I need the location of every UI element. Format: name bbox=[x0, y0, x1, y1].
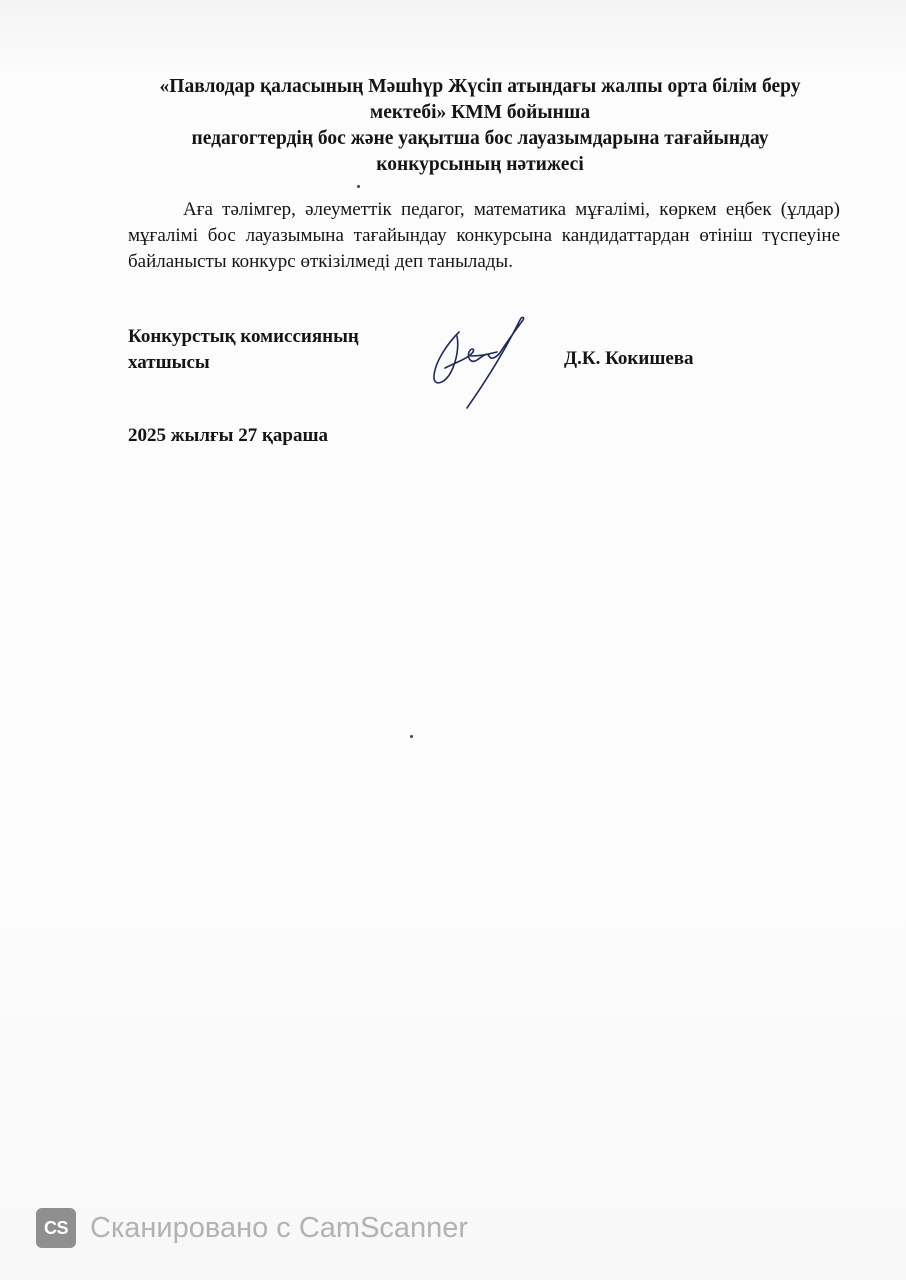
signatory-role-line: Конкурстық комиссияның bbox=[128, 326, 359, 347]
signatory-name: Д.К. Кокишева bbox=[564, 348, 694, 369]
camscanner-logo-text: CS bbox=[43, 1217, 68, 1238]
title-line: конкурсының нәтижесі bbox=[376, 154, 584, 175]
camscanner-watermark bbox=[36, 1206, 468, 1250]
signatory-role-line: хатшысы bbox=[128, 352, 210, 373]
document-title bbox=[120, 74, 840, 178]
scan-speck bbox=[357, 185, 360, 188]
camscanner-watermark-text: Сканировано с CamScanner bbox=[90, 1211, 469, 1244]
scan-speck bbox=[410, 735, 413, 738]
signatory-role bbox=[128, 324, 359, 376]
title-line: педагогтердің бос және уақытша бос лауазымдарына тағайындау bbox=[191, 128, 769, 149]
document-body bbox=[128, 197, 840, 275]
camscanner-logo-icon bbox=[36, 1208, 76, 1248]
body-paragraph: Аға тәлімгер, әлеуметтік педагог, математика мұғалімі, көркем еңбек (ұлдар) мұғалімі бос лауазымына тағайындау конкурсына кандидаттардан өтініш түспеуіне байланысты конкурс өткізілмеді деп танылады. bbox=[128, 199, 840, 272]
title-line: «Павлодар қаласының Мәшһүр Жүсіп атындағы жалпы орта білім беру bbox=[159, 76, 801, 97]
document-date: 2025 жылғы 27 қараша bbox=[128, 425, 329, 446]
title-line: мектебі» КММ бойынша bbox=[369, 102, 591, 123]
handwritten-signature bbox=[425, 312, 535, 417]
